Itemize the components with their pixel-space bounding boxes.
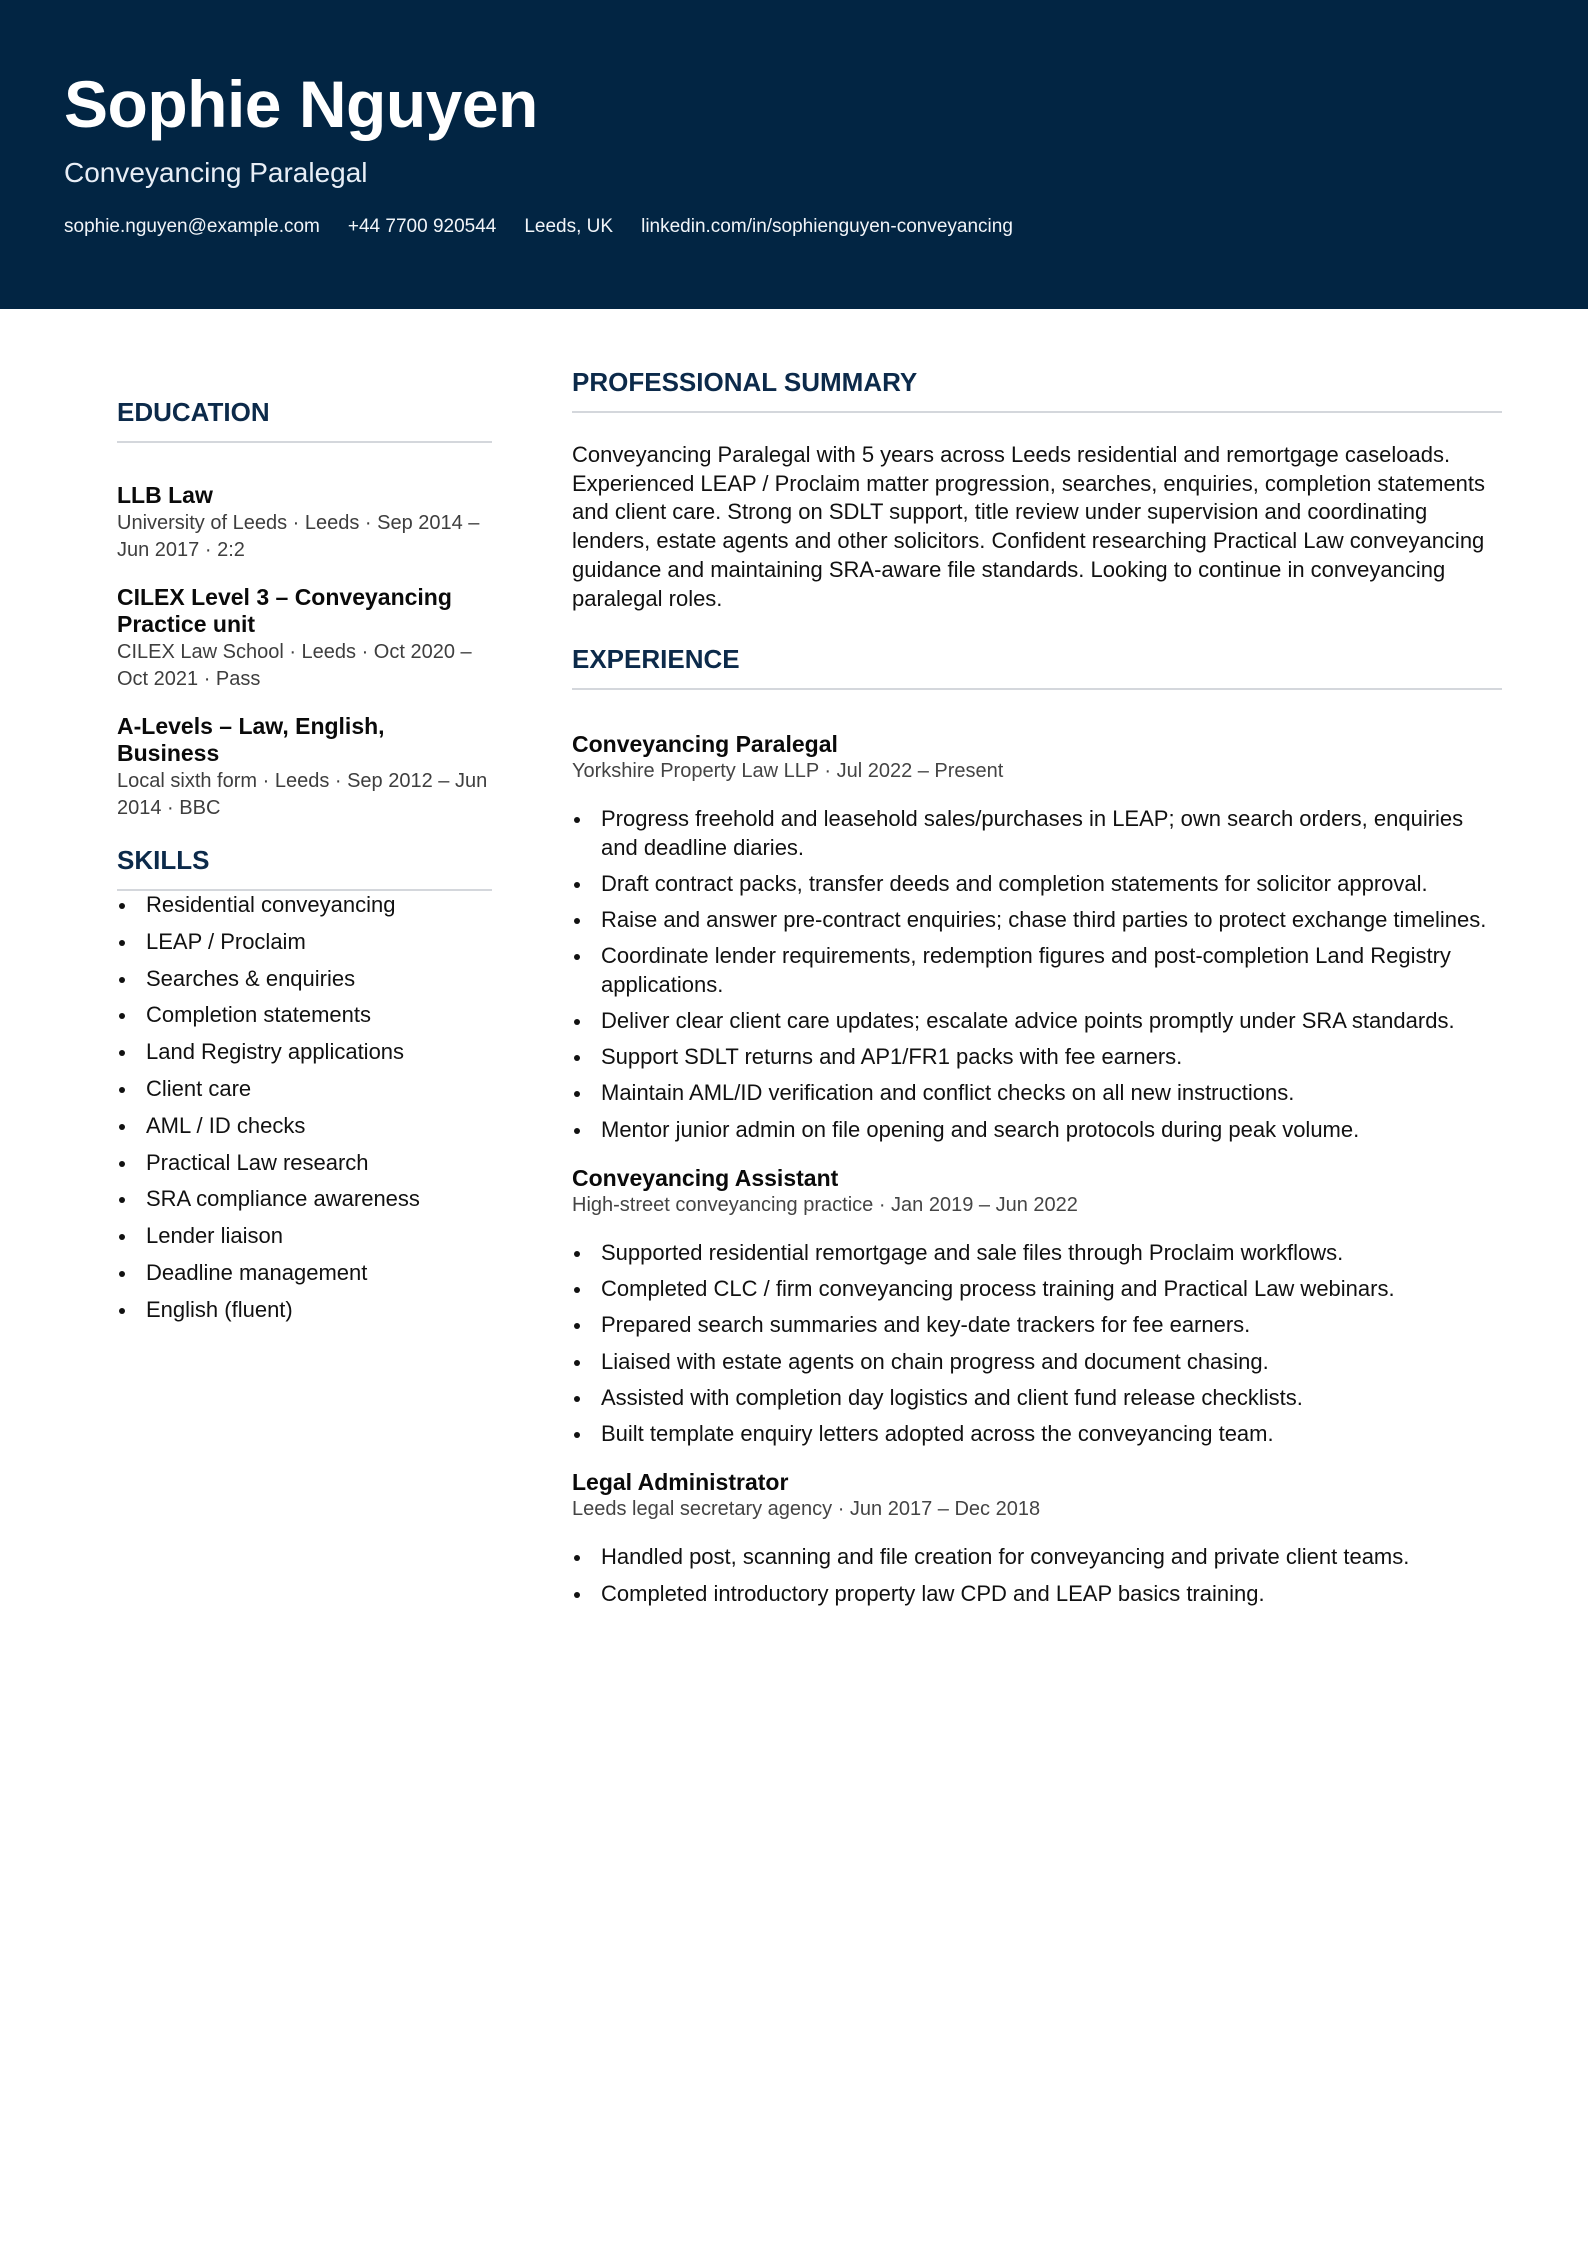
- job-bullet: Support SDLT returns and AP1/FR1 packs with fee earners.: [572, 1043, 1502, 1072]
- skills-heading: SKILLS: [117, 844, 492, 891]
- skill-item: AML / ID checks: [117, 1112, 492, 1141]
- candidate-role: Conveyancing Paralegal: [64, 157, 368, 188]
- skills-list: [117, 891, 492, 1324]
- job-bullet: Assisted with completion day logistics and client fund release checklists.: [572, 1384, 1502, 1413]
- job-title: Legal Administrator: [572, 1469, 789, 1496]
- skill-item: Client care: [117, 1075, 492, 1104]
- job-meta: Yorkshire Property Law LLP · Jul 2022 – Present: [572, 760, 1004, 783]
- education-meta: Local sixth form · Leeds · Sep 2012 – Jun 2014 · BBC: [117, 770, 488, 819]
- education-degree: CILEX Level 3 – Conveyancing Practice unit: [117, 584, 452, 637]
- job-entry: [572, 1468, 1502, 1608]
- skill-item: Lender liaison: [117, 1222, 492, 1251]
- job-bullets: [572, 1239, 1502, 1448]
- job-title: Conveyancing Paralegal: [572, 731, 838, 758]
- experience-list: [572, 730, 1502, 1608]
- job-meta: High-street conveyancing practice · Jan 2019 – Jun 2022: [572, 1194, 1078, 1217]
- skill-item: Searches & enquiries: [117, 965, 492, 994]
- skill-item: SRA compliance awareness: [117, 1185, 492, 1214]
- job-bullet: Progress freehold and leasehold sales/purchases in LEAP; own search orders, enquiries and deadline diaries.: [572, 805, 1502, 862]
- contact-email: sophie.nguyen@example.com: [64, 216, 320, 237]
- skill-item: LEAP / Proclaim: [117, 928, 492, 957]
- education-meta: CILEX Law School · Leeds · Oct 2020 – Oct 2021 · Pass: [117, 641, 472, 690]
- skill-item: Deadline management: [117, 1259, 492, 1288]
- summary-text: Conveyancing Paralegal with 5 years across Leeds residential and remortgage caseloads. Experienced LEAP / Proclaim matter progression, searches, enquiries, completion statements and client care. Strong on SDLT support, title review under supervision and coordinating lenders, estate agents and other solicitors. Confident researching Practical Law conveyancing guidance and maintaining SRA-aware file standards. Looking to continue in conveyancing paralegal roles.: [572, 442, 1486, 611]
- contact-linkedin: linkedin.com/in/sophienguyen-conveyancing: [641, 216, 1013, 237]
- job-bullet: Draft contract packs, transfer deeds and completion statements for solicitor approval.: [572, 870, 1502, 899]
- job-bullet: Completed introductory property law CPD and LEAP basics training.: [572, 1580, 1502, 1609]
- contact-row: [64, 214, 1013, 240]
- left-column: [117, 396, 492, 1333]
- candidate-name: Sophie Nguyen: [64, 67, 538, 141]
- education-item: [117, 584, 492, 693]
- job-bullets: [572, 1543, 1502, 1608]
- job-bullet: Supported residential remortgage and sale files through Proclaim workflows.: [572, 1239, 1502, 1268]
- resume-header: [0, 0, 1588, 309]
- job-bullet: Deliver clear client care updates; escalate advice points promptly under SRA standards.: [572, 1007, 1502, 1036]
- right-column: [572, 366, 1502, 1628]
- job-bullet: Prepared search summaries and key-date trackers for fee earners.: [572, 1311, 1502, 1340]
- skill-item: Land Registry applications: [117, 1038, 492, 1067]
- job-bullet: Coordinate lender requirements, redemption figures and post-completion Land Registry applications.: [572, 942, 1502, 999]
- contact-location: Leeds, UK: [524, 216, 614, 237]
- education-heading: EDUCATION: [117, 396, 492, 443]
- job-bullet: Raise and answer pre-contract enquiries; chase third parties to protect exchange timelines.: [572, 906, 1502, 935]
- skill-item: Completion statements: [117, 1001, 492, 1030]
- job-entry: [572, 1164, 1502, 1448]
- job-entry: [572, 730, 1502, 1144]
- summary-heading: PROFESSIONAL SUMMARY: [572, 366, 1502, 413]
- job-title: Conveyancing Assistant: [572, 1165, 839, 1192]
- job-bullet: Built template enquiry letters adopted across the conveyancing team.: [572, 1420, 1502, 1449]
- education-item: [117, 482, 492, 564]
- skill-item: English (fluent): [117, 1296, 492, 1325]
- job-bullet: Completed CLC / firm conveyancing process training and Practical Law webinars.: [572, 1275, 1502, 1304]
- education-list: [117, 482, 492, 822]
- job-bullets: [572, 805, 1502, 1144]
- education-degree: A-Levels – Law, English, Business: [117, 713, 385, 766]
- contact-phone: +44 7700 920544: [347, 216, 497, 237]
- job-bullet: Maintain AML/ID verification and conflict checks on all new instructions.: [572, 1079, 1502, 1108]
- skill-item: Practical Law research: [117, 1149, 492, 1178]
- job-bullet: Mentor junior admin on file opening and search protocols during peak volume.: [572, 1116, 1502, 1145]
- education-meta: University of Leeds · Leeds · Sep 2014 – Jun 2017 · 2:2: [117, 512, 480, 561]
- experience-heading: EXPERIENCE: [572, 643, 1502, 690]
- job-meta: Leeds legal secretary agency · Jun 2017 – Dec 2018: [572, 1498, 1041, 1521]
- job-bullet: Liaised with estate agents on chain progress and document chasing.: [572, 1348, 1502, 1377]
- skill-item: Residential conveyancing: [117, 891, 492, 920]
- education-item: [117, 713, 492, 822]
- education-degree: LLB Law: [117, 482, 213, 508]
- job-bullet: Handled post, scanning and file creation for conveyancing and private client teams.: [572, 1543, 1502, 1572]
